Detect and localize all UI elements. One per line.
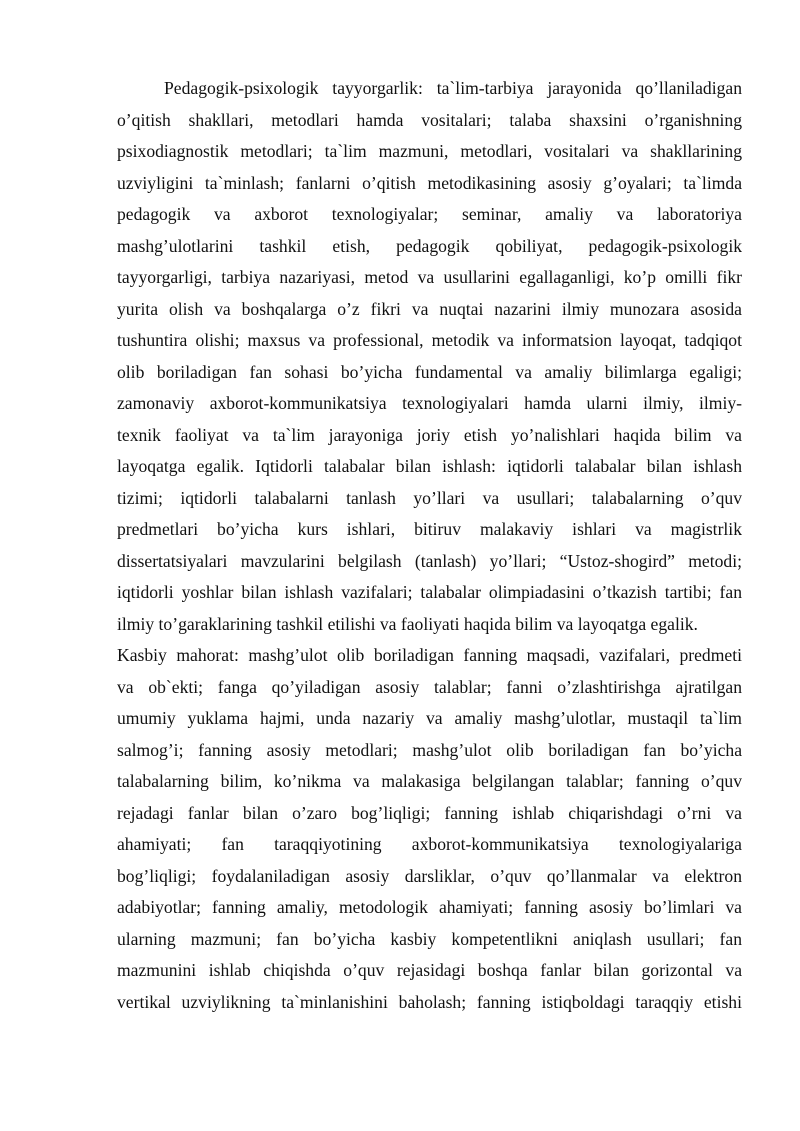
body-text: [117, 73, 742, 1018]
text-line: vertikal uzviylikning ta`minlanishini baholash; fanning istiqboldagi taraqqiy etishi: [117, 991, 742, 1012]
text-line: umumiy yuklama hajmi, unda nazariy va amaliy mashg’ulotlar, mustaqil ta`lim: [117, 708, 742, 728]
text-line: va ob`ekti; fanga qo’yiladigan asosiy talablar; fanni o’zlashtirishga ajratilgan: [117, 676, 742, 697]
text-line: o’qitish shakllari, metodlari hamda vositalari; talaba shaxsini o’rganishning: [117, 109, 742, 130]
text-line: ularning mazmuni; fan bo’yicha kasbiy kompetentlikni aniqlash usullari; fan: [117, 928, 742, 949]
text-line: ilmiy to’garaklarining tashkil etilishi va faoliyati haqida bilim va layoqatga egalik.: [117, 613, 698, 634]
text-line: Kasbiy mahorat: mashg’ulot olib boriladigan fanning maqsadi, vazifalari, predmeti: [117, 645, 742, 665]
text-line: rejadagi fanlar bilan o’zaro bog’liqligi; fanning ishlab chiqarishdagi o’rni va: [117, 802, 742, 823]
text-line: tizimi; iqtidorli talabalarni tanlash yo’llari va usullari; talabalarning o’quv: [117, 487, 742, 508]
text-line: uzviyligini ta`minlash; fanlarni o’qitish metodikasining asosiy g’oyalari; ta`limda: [117, 172, 742, 193]
text-line: bog’liqligi; foydalaniladigan asosiy darsliklar, o’quv qo’llanmalar va elektron: [117, 865, 742, 886]
text-line: tushuntira olishi; maxsus va professional, metodik va informatsion layoqat, tadqiqot: [117, 330, 742, 350]
text-line: dissertatsiyalari mavzularini belgilash (tanlash) yo’llari; “Ustoz-shogird” metodi;: [117, 550, 742, 571]
text-line: tayyorgarligi, tarbiya nazariyasi, metod va usullarini egallaganligi, ko’p omilli fikr: [117, 267, 742, 287]
text-line: mashg’ulotlarini tashkil etish, pedagogik qobiliyat, pedagogik-psixologik: [117, 235, 742, 256]
text-line: yurita olish va boshqalarga o’z fikri va nuqtai nazarini ilmiy munozara asosida: [117, 298, 742, 319]
text-line: adabiyotlar; fanning amaliy, metodologik ahamiyati; fanning asosiy bo’limlari va: [117, 897, 742, 917]
text-line: pedagogik va axborot texnologiyalar; seminar, amaliy va laboratoriya: [117, 204, 742, 224]
text-line: ahamiyati; fan taraqqiyotining axborot-kommunikatsiya texnologiyalariga: [117, 834, 742, 854]
text-line: layoqatga egalik. Iqtidorli talabalar bilan ishlash: iqtidorli talabalar bilan ishlash: [117, 456, 742, 476]
text-line: psixodiagnostik metodlari; ta`lim mazmuni, metodlari, vositalari va shakllarining: [117, 141, 742, 161]
text-line: salmog’i; fanning asosiy metodlari; mashg’ulot olib boriladigan fan bo’yicha: [117, 739, 742, 760]
text-line: iqtidorli yoshlar bilan ishlash vazifalari; talabalar olimpiadasini o’tkazish tartibi; fan: [117, 582, 742, 602]
text-line: olib boriladigan fan sohasi bo’yicha fundamental va amaliy bilimlarga egaligi;: [117, 361, 742, 382]
text-line: texnik faoliyat va ta`lim jarayoniga joriy etish yo’nalishlari haqida bilim va: [117, 424, 742, 445]
text-line: predmetlari bo’yicha kurs ishlari, bitiruv malakaviy ishlari va magistrlik: [117, 519, 742, 539]
text-line: Pedagogik-psixologik tayyorgarlik: ta`lim-tarbiya jarayonida qo’llaniladigan: [164, 78, 742, 98]
text-line: mazmunini ishlab chiqishda o’quv rejasidagi boshqa fanlar bilan gorizontal va: [117, 960, 742, 980]
text-line: talabalarning bilim, ko’nikma va malakasiga belgilangan talablar; fanning o’quv: [117, 771, 742, 791]
text-line: zamonaviy axborot-kommunikatsiya texnologiyalari hamda ularni ilmiy, ilmiy-: [117, 393, 742, 413]
